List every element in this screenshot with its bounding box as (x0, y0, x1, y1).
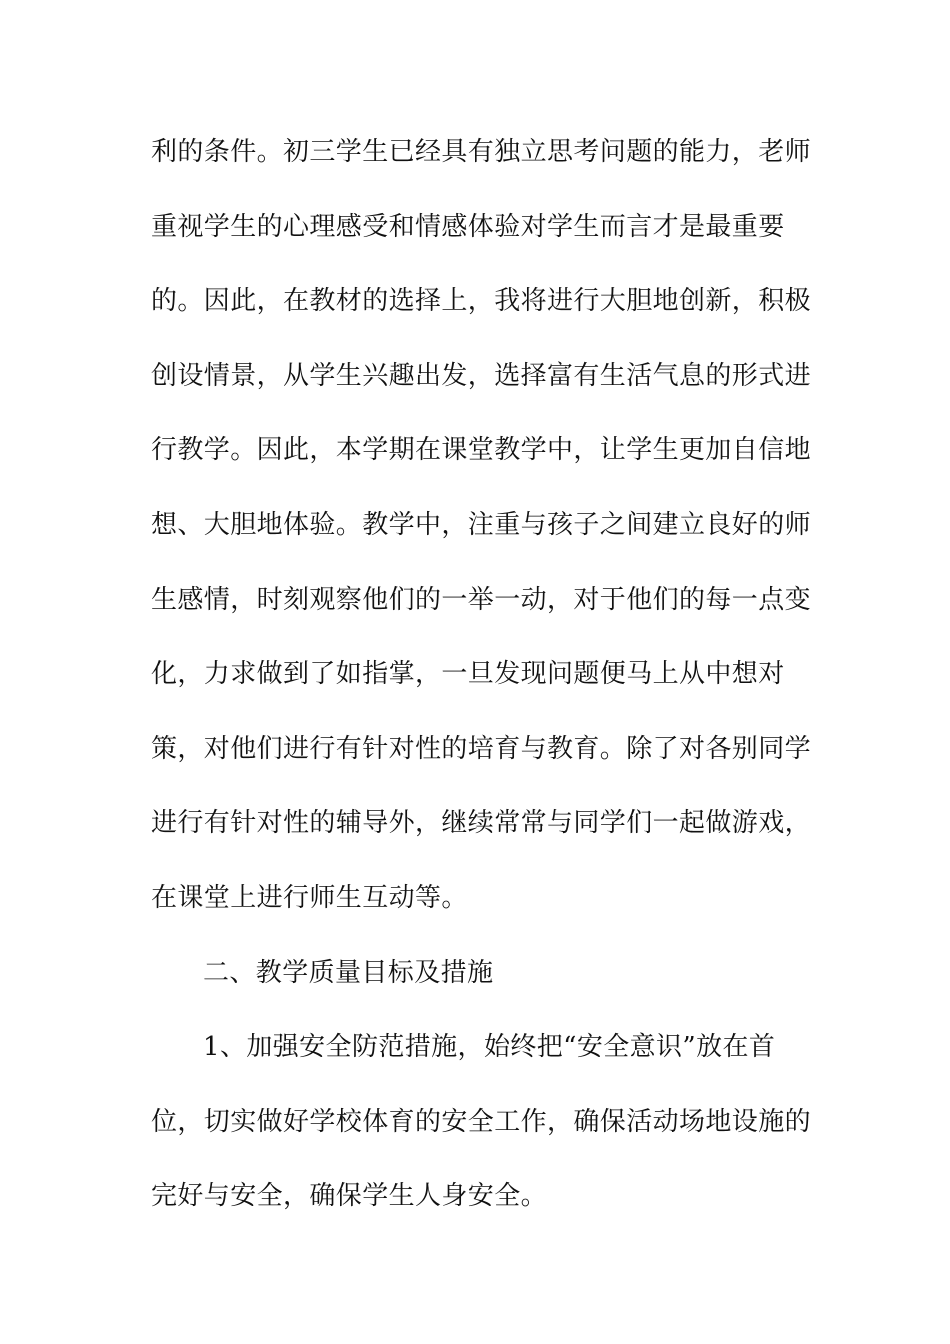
text-line: 创设情景，从学生兴趣出发，选择富有生活气息的形式进 (151, 360, 812, 391)
text-line: 生感情，时刻观察他们的一举一动，对于他们的每一点变 (151, 584, 812, 615)
text-line: 位，切实做好学校体育的安全工作，确保活动场地设施的 (151, 1106, 812, 1137)
text-line: 行教学。因此，本学期在课堂教学中，让学生更加自信地 (151, 435, 812, 466)
text-line: 进行有针对性的辅导外，继续常常与同学们一起做游戏， (151, 808, 812, 839)
text-line: 策，对他们进行有针对性的培育与教育。除了对各别同学 (151, 733, 812, 764)
text-line: 完好与安全，确保学生人身安全。 (151, 1181, 548, 1212)
text-line: 重视学生的心理感受和情感体验对学生而言才是最重要 (151, 211, 785, 242)
text-line: 的。因此，在教材的选择上，我将进行大胆地创新，积极 (151, 286, 812, 317)
text-line: 想、大胆地体验。教学中，注重与孩子之间建立良好的师 (151, 509, 812, 540)
text-line: 1、加强安全防范措施，始终把“安全意识”放在首 (203, 1032, 776, 1063)
section-heading: 二、教学质量目标及措施 (203, 957, 494, 988)
text-line: 利的条件。初三学生已经具有独立思考问题的能力，老师 (151, 137, 812, 167)
text-line: 化，力求做到了如指掌，一旦发现问题便马上从中想对 (151, 659, 785, 690)
text-line: 在课堂上进行师生互动等。 (151, 882, 468, 913)
body-text (151, 124, 812, 1243)
